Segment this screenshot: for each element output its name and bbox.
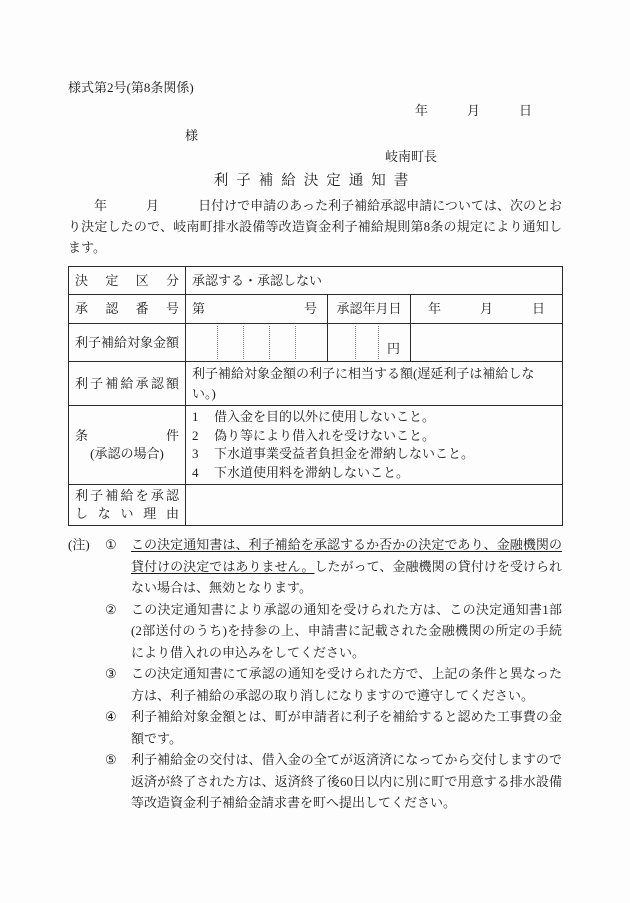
decision-category-label: 決定区分 — [69, 267, 186, 295]
note-text: この決定通知書により承認の通知を受けられた方は、この決定通知書1部(2部送付のうち)を持参の上、申請書に記載された金融機関の所定の手続により借入れの申込みをしてください。 — [131, 601, 562, 660]
note-number: ③ — [105, 666, 117, 681]
condition-text: 下水道使用料を滞納しないこと。 — [214, 464, 410, 480]
note-text — [131, 534, 562, 599]
document-title: 利子補給決定通知書 — [213, 173, 417, 189]
row-approved-amount — [69, 362, 563, 406]
note-number: ① — [105, 537, 117, 552]
condition-number: 3 — [192, 446, 199, 461]
amount-digit-box — [244, 326, 270, 359]
note-text: 利子補給対象金額とは、町が申請者に利子を補給すると認めた工事費の金額です。 — [131, 709, 562, 746]
conditions-list — [186, 406, 563, 485]
note-item — [68, 534, 562, 599]
note-underlined-text: この決定通知書は、利子補給を承認するか否かの決定であり、金融機関の貸付けの決定ではありません。 — [131, 537, 562, 574]
condition-item — [192, 427, 556, 446]
note-plain-text: したがって、金融機関の貸付けを受けられない場合は、無効となります。 — [131, 558, 563, 595]
approval-date-label: 承認年月日 — [328, 295, 411, 324]
form-number: 様式第2号(第8条関係) — [68, 80, 194, 95]
approval-number-prefix: 第 — [192, 301, 206, 317]
amount-digit-boxes-left — [186, 324, 328, 362]
amount-digit-box — [192, 326, 218, 359]
denial-reason-label — [69, 485, 186, 526]
amount-digit-box — [218, 326, 244, 359]
sender-name: 岐南町長 — [385, 149, 438, 164]
condition-item — [192, 408, 556, 427]
row-decision-category — [69, 267, 563, 295]
condition-item — [192, 445, 556, 464]
condition-number: 2 — [192, 427, 199, 443]
note-item — [68, 663, 562, 706]
approval-number-field — [186, 295, 328, 324]
amount-empty-cell — [411, 324, 563, 362]
note-item — [68, 599, 562, 664]
yen-unit-label: 円 — [386, 340, 400, 356]
condition-text: 偽り等により借入れを受けないこと。 — [214, 427, 436, 443]
condition-number: 1 — [192, 409, 199, 424]
addressee-honorific: 様 — [185, 128, 199, 143]
approval-number-suffix: 号 — [303, 301, 317, 317]
conditions-label-line1: 条件 — [75, 428, 179, 443]
note-number: ⑤ — [105, 752, 117, 767]
approved-amount-label: 利子補給承認額 — [69, 362, 186, 406]
note-item — [68, 706, 562, 749]
denial-reason-value — [186, 485, 563, 526]
decision-category-value: 承認する・承認しない — [186, 267, 563, 295]
note-number: ④ — [105, 709, 117, 724]
amount-digit-box — [356, 326, 378, 359]
approval-number-label: 承認番号 — [69, 295, 186, 324]
subsidy-amount-label: 利子補給対象金額 — [69, 324, 186, 362]
condition-number: 4 — [192, 464, 199, 480]
denial-reason-label-line2: しない理由 — [75, 506, 179, 521]
date-line: 年 月 日 — [414, 103, 532, 118]
amount-digit-boxes-right — [328, 324, 411, 362]
conditions-label-line2: (承認の場合) — [90, 446, 164, 461]
note-text: 利子補給金の交付は、借入金の全てが返済済になってから交付しますので返済が終了された方は、返済終了後60日以内に別に町で用意する排水設備等改造資金利子補給金請求書を町へ提出してください。 — [131, 752, 562, 810]
row-approval-number — [69, 295, 563, 324]
denial-reason-label-line1: 利子補給を承認 — [75, 488, 179, 503]
condition-text: 借入金を目的以外に使用しないこと。 — [214, 409, 436, 424]
approval-date-field: 年 月 日 — [411, 295, 563, 324]
notes-label: (注) — [68, 537, 90, 552]
note-number: ② — [105, 601, 117, 617]
approved-amount-value: 利子補給対象金額の利子に相当する額(遅延利子は補給しない。) — [186, 362, 563, 406]
note-item — [68, 749, 562, 814]
condition-text: 下水道事業受益者負担金を滞納しないこと。 — [214, 446, 475, 461]
notes-section — [68, 534, 562, 814]
row-subsidy-amount — [69, 324, 563, 362]
amount-digit-box — [270, 326, 296, 359]
row-conditions — [69, 406, 563, 485]
row-denial-reason — [69, 485, 563, 526]
amount-digit-box — [296, 326, 321, 359]
intro-paragraph: 年 月 日付けで申請のあった利子補給承認申請については、次のとおり決定したので、岐南町排水設備等改造資金利子補給規則第8条の規定により通知します。 — [68, 198, 562, 255]
amount-digit-box — [334, 326, 356, 359]
note-text: この決定通知書にて承認の通知を受けられた方で、上記の条件と異なった方は、利子補給の承認の取り消しになりますので遵守してください。 — [131, 666, 562, 703]
addressee-line — [68, 128, 562, 144]
decision-table — [68, 266, 563, 526]
conditions-label — [69, 406, 186, 485]
condition-item — [192, 464, 556, 483]
